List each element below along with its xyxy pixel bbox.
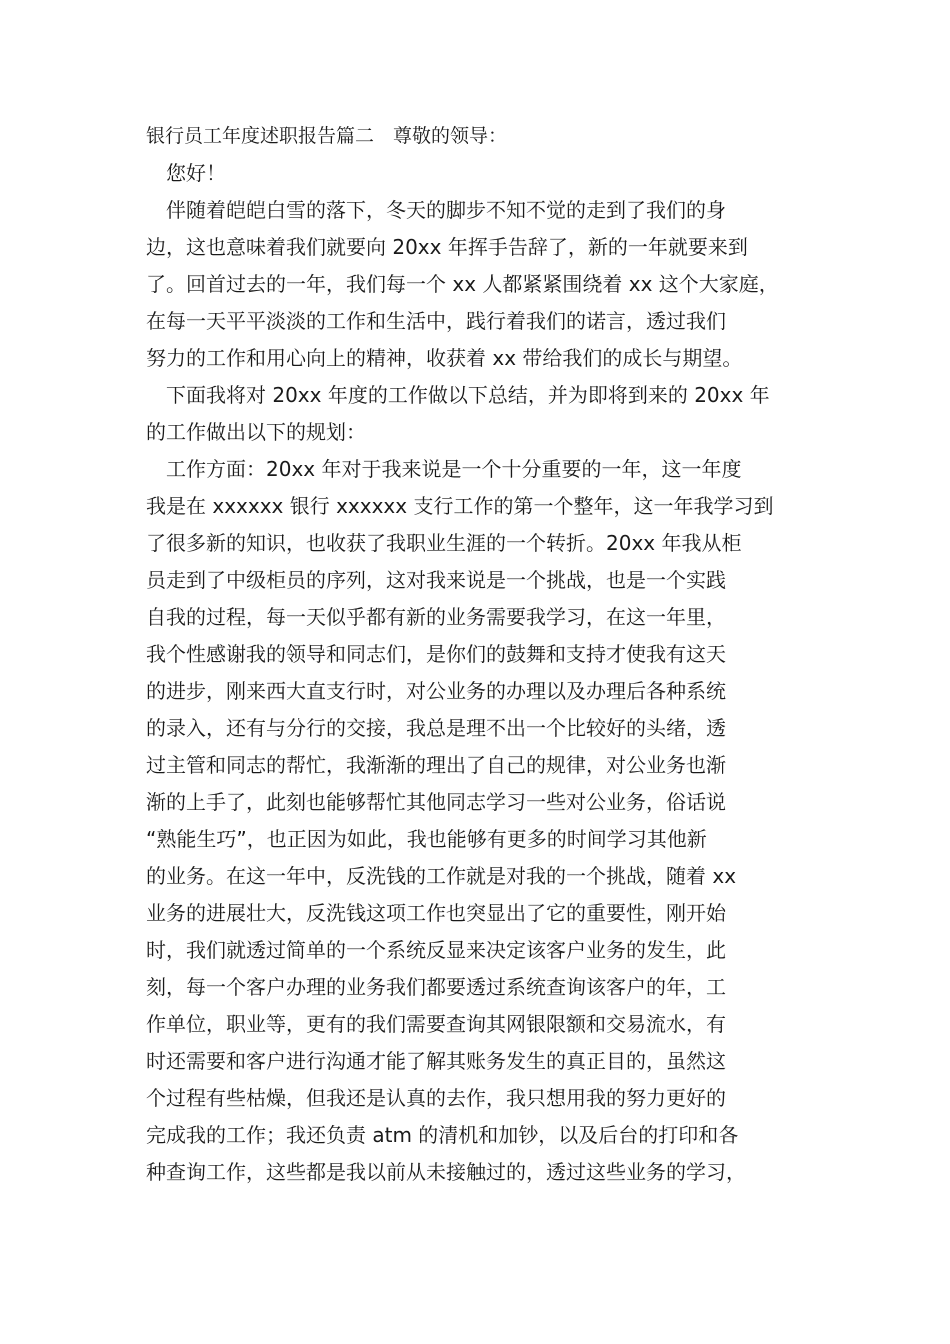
document-body xyxy=(146,118,822,1191)
paragraph-line: 了。回首过去的一年，我们每一个 xx 人都紧紧围绕着 xx 这个大家庭， xyxy=(146,272,779,296)
paragraph-line: “熟能生巧”，也正因为如此，我也能够有更多的时间学习其他新 xyxy=(146,827,707,851)
paragraph-line: 刻，每一个客户办理的业务我们都要透过系统查询该客户的年，工 xyxy=(146,975,726,999)
paragraph-line: 的进步，刚来西大直支行时，对公业务的办理以及办理后各种系统 xyxy=(146,679,726,703)
paragraph-line: 在每一天平平淡淡的工作和生活中，践行着我们的诺言，透过我们 xyxy=(146,309,726,333)
greeting-line: 您好！ xyxy=(146,161,226,185)
paragraph-line: 业务的进展壮大，反洗钱这项工作也突显出了它的重要性，刚开始 xyxy=(146,901,726,925)
paragraph-line: 的业务。在这一年中，反洗钱的工作就是对我的一个挑战，随着 xx xyxy=(146,864,737,888)
paragraph-line: 种查询工作，这些都是我以前从未接触过的，透过这些业务的学习， xyxy=(146,1160,746,1184)
paragraph-line: 作单位，职业等，更有的我们需要查询其网银限额和交易流水，有 xyxy=(146,1012,726,1036)
paragraph-line: 时，我们就透过简单的一个系统反显来决定该客户业务的发生，此 xyxy=(146,938,726,962)
paragraph-line: 我是在 xxxxxx 银行 xxxxxx 支行工作的第一个整年，这一年我学习到 xyxy=(146,494,774,518)
paragraph-line: 我个性感谢我的领导和同志们，是你们的鼓舞和支持才使我有这天 xyxy=(146,642,726,666)
paragraph-line: 下面我将对 20xx 年度的工作做以下总结，并为即将到来的 20xx 年 xyxy=(146,383,770,407)
paragraph-line: 渐的上手了，此刻也能够帮忙其他同志学习一些对公业务，俗话说 xyxy=(146,790,726,814)
paragraph-line: 努力的工作和用心向上的精神，收获着 xx 带给我们的成长与期望。 xyxy=(146,346,743,370)
paragraph-line: 了很多新的知识，也收获了我职业生涯的一个转折。20xx 年我从柜 xyxy=(146,531,742,555)
paragraph-line: 边，这也意味着我们就要向 20xx 年挥手告辞了，新的一年就要来到 xyxy=(146,235,748,259)
paragraph-line: 自我的过程，每一天似乎都有新的业务需要我学习，在这一年里， xyxy=(146,605,726,629)
paragraph-line: 过主管和同志的帮忙，我渐渐的理出了自己的规律，对公业务也渐 xyxy=(146,753,726,777)
document-title-line: 银行员工年度述职报告篇二 尊敬的领导： xyxy=(146,125,508,147)
paragraph-line: 时还需要和客户进行沟通才能了解其账务发生的真正目的，虽然这 xyxy=(146,1049,726,1073)
paragraph-line: 员走到了中级柜员的序列，这对我来说是一个挑战，也是一个实践 xyxy=(146,568,726,592)
paragraph-line: 工作方面：20xx 年对于我来说是一个十分重要的一年，这一年度 xyxy=(146,457,742,481)
paragraph-line: 伴随着皑皑白雪的落下，冬天的脚步不知不觉的走到了我们的身 xyxy=(146,198,726,222)
paragraph-line: 的工作做出以下的规划： xyxy=(146,420,366,444)
paragraph-line: 完成我的工作；我还负责 atm 的清机和加钞，以及后台的打印和各 xyxy=(146,1123,739,1147)
paragraph-line: 的录入，还有与分行的交接，我总是理不出一个比较好的头绪，透 xyxy=(146,716,726,740)
paragraph-line: 个过程有些枯燥，但我还是认真的去作，我只想用我的努力更好的 xyxy=(146,1086,726,1110)
